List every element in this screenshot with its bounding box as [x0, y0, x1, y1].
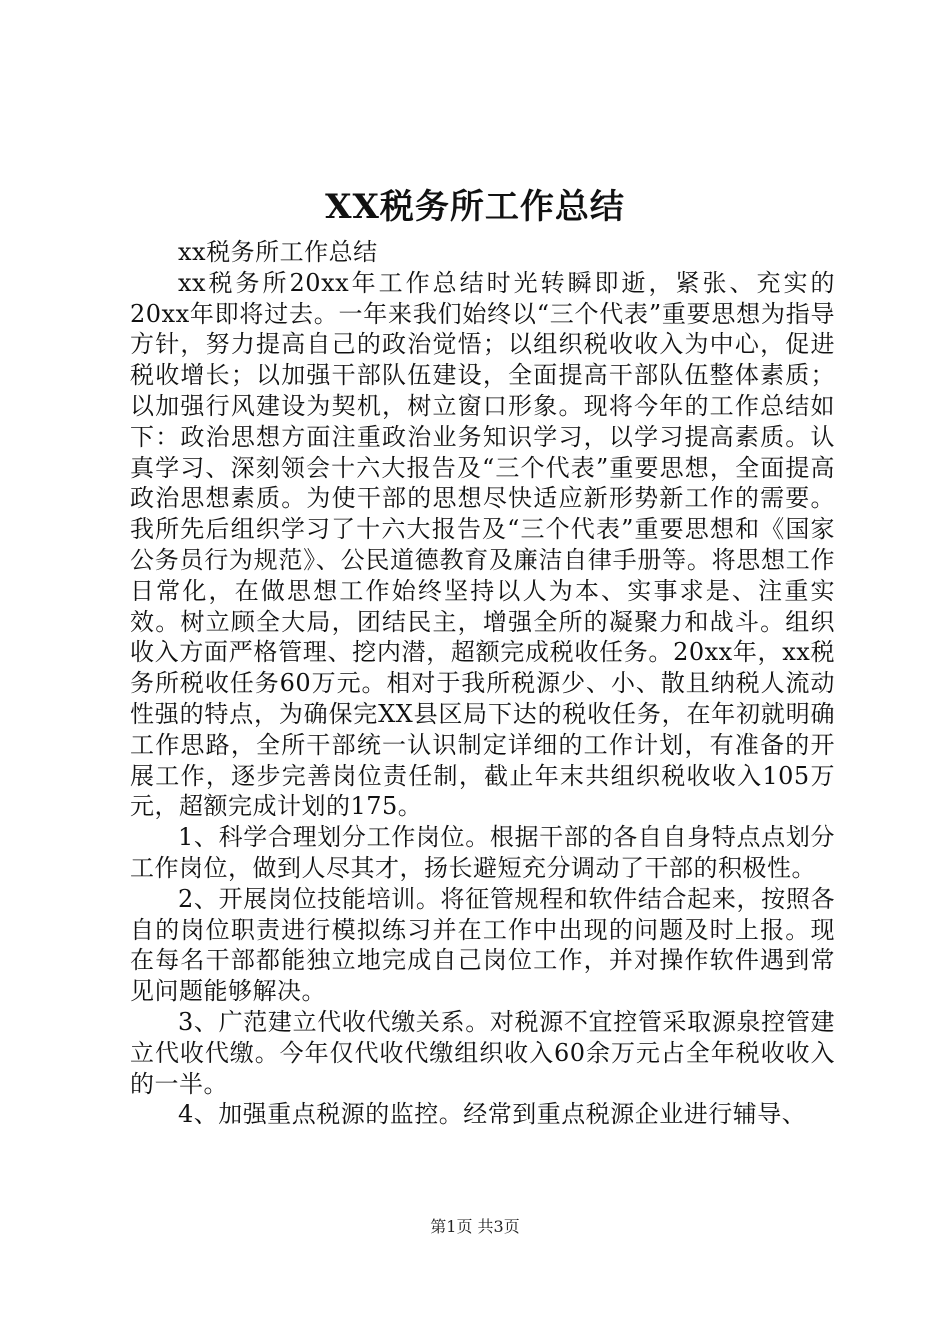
document-subtitle: xx税务所工作总结 [178, 238, 378, 266]
page-footer: 第1页 共3页 [430, 1217, 520, 1236]
document-body [130, 237, 835, 1130]
paragraph-item-1: 1、科学合理划分工作岗位。根据干部的各自自身特点点划分工作岗位，做到人尽其才，扬长避短充分调动了干部的积极性。 [130, 823, 835, 882]
document-title: XX税务所工作总结 [325, 187, 625, 227]
paragraph-item-2: 2、开展岗位技能培训。将征管规程和软件结合起来，按照各自的岗位职责进行模拟练习并在工作中出现的问题及时上报。现在每名干部都能独立地完成自己岗位工作，并对操作软件遇到常见问题能够解决。 [130, 884, 835, 1006]
paragraph-item-4: 4、加强重点税源的监控。经常到重点税源企业进行辅导、 [178, 1100, 807, 1129]
paragraph-intro: xx税务所20xx年工作总结时光转瞬即逝，紧张、充实的20xx年即将过去。一年来我们始终以“三个代表”重要思想为指导方针，努力提高自己的政治觉悟；以组织税收收入为中心，促进税收增长；以加强干部队伍建设，全面提高干部队伍整体素质；以加强行风建设为契机，树立窗口形象。现将今年的工作总结如下：政治思想方面注重政治业务知识学习，以学习提高素质。认真学习、深刻领会十六大报告及“三个代表”重要思想，全面提高政治思想素质。为使干部的思想尽快适应新形势新工作的需要。我所先后组织学习了十六大报告及“三个代表”重要思想和《国家公务员行为规范》、公民道德教育及廉洁自律手册等。将思想工作日常化，在做思想工作始终坚持以人为本、实事求是、注重实效。树立顾全大局，团结民主，增强全所的凝聚力和战斗。组织收入方面严格管理、挖内潜，超额完成税收任务。20xx年，xx税务所税收任务60万元。相对于我所税源少、小、散且纳税人流动性强的特点，为确保完XX县区局下达的税收任务，在年初就明确工作思路，全所干部统一认识制定详细的工作计划，有准备的开展工作，逐步完善岗位责任制，截止年末共组织税收收入105万元，超额完成计划的175。 [130, 268, 835, 821]
paragraph-item-3: 3、广范建立代收代缴关系。对税源不宜控管采取源泉控管建立代收代缴。今年仅代收代缴组织收入60余万元占全年税收收入的一半。 [130, 1007, 835, 1098]
